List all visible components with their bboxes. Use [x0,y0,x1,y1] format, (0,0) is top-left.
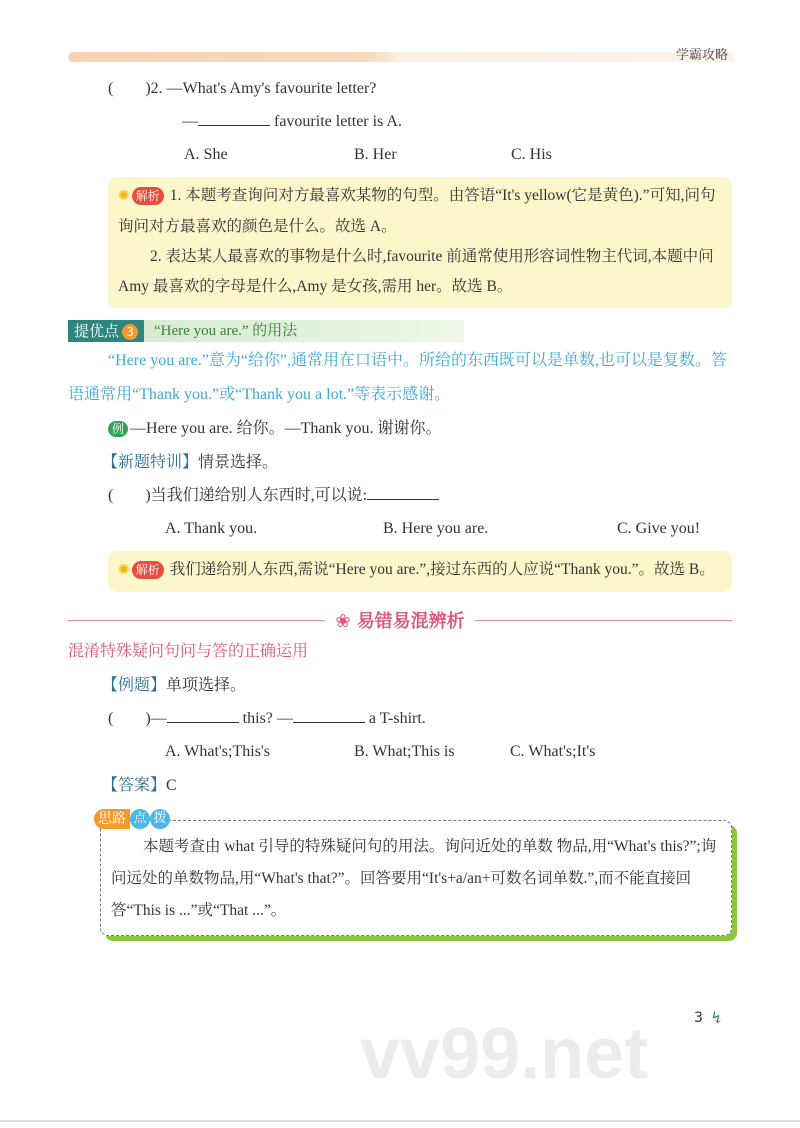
section-title [325,607,474,633]
training-options [68,512,732,545]
tip-title: “Here you are.” 的用法 [144,320,464,342]
option-c: C. Give you! [617,520,701,537]
tip-label [68,320,144,342]
answer-value: C [166,777,177,794]
option-c: C. His [511,146,552,163]
answer-blank [167,721,239,723]
divider-left [68,620,325,621]
answer-paren: ( ) [108,487,151,504]
analysis-paragraph-1 [118,181,722,242]
question-stem: 2. —What's Amy's favourite letter? [150,80,377,97]
answer-blank [198,124,270,126]
analysis-badge: 解析 [132,561,164,579]
option-a: A. Thank you. [165,520,258,537]
training-text: 情景选择。 [198,454,279,471]
reply-text: favourite letter is A. [270,113,402,130]
section-title-text: 易错易混辨析 [356,611,465,632]
option-b: B. Here you are. [383,520,489,537]
lightbulb-icon: ✺ [118,189,130,204]
question-2 [68,72,732,105]
page-number: 3 [694,1010,703,1026]
answer-paren: ( ) [108,710,151,727]
dash: — [182,113,198,130]
question-text: 当我们递给别人东西时,可以说: [150,487,368,504]
hint-badge [94,809,170,829]
training-question [68,479,732,512]
header-bar [68,52,733,62]
question-2-reply [68,105,732,138]
question-text: a T-shirt. [364,710,426,727]
example-heading [68,668,732,702]
analysis-text: 我们递给别人东西,需说“Here you are.”,接过东西的人应说“Thank you.”。故选 B。 [169,561,715,578]
tip-body: “Here you are.”意为“给你”,通常用在口语中。所给的东西既可以是单数,也可以是复数。答语通常用“Thank you.”或“Thank you a lot.”等表示感谢。 [68,352,728,403]
option-b: B. Her [354,146,397,163]
tip-number: 3 [122,324,138,340]
analysis-box-1 [108,177,732,308]
tip-heading [68,320,732,342]
binoculars-icon: ❀ [335,611,357,632]
content-column [68,72,732,936]
answer-paren: ( ) [108,80,151,97]
divider-right [475,620,732,621]
example-options [68,735,732,768]
analysis-text: 1. 本题考查询问对方最喜欢某物的句型。由答语“It's yellow(它是黄色).”可知,问句询问对方最喜欢的颜色是什么。故选 A。 [118,187,716,235]
question-text: this? — [238,710,293,727]
option-b: B. What;This is [354,743,455,760]
page-bottom-edge [0,1120,800,1122]
answer-label: 【答案】 [102,775,167,794]
hint-section [98,811,732,936]
section-subtitle: 混淆特殊疑问句问与答的正确运用 [68,641,309,660]
dolphin-icon: ↯ [710,1010,724,1027]
hint-box [100,820,732,936]
watermark: vv99.net [360,1014,649,1094]
hint-badge-label: 思路 [94,809,130,829]
analysis-badge: 解析 [132,187,164,205]
hint-badge-circle: 拨 [150,809,170,829]
header-title: 学霸攻略 [675,48,728,63]
example-label: 【例题】 [102,675,167,694]
hint-badge-circle: 点 [130,809,150,829]
example-badge: 例 [108,421,128,437]
option-a: A. She [184,146,228,163]
option-a: A. What's;This's [165,743,271,760]
example-text: —Here you are. 给你。—Thank you. 谢谢你。 [130,420,442,437]
training-label: 【新题特训】 [102,452,199,471]
analysis-paragraph [118,555,722,586]
training-heading [68,445,732,479]
lightbulb-icon: ✺ [118,563,130,578]
section-divider [68,606,732,634]
tip-example [68,412,732,445]
answer-line [68,768,732,802]
tip-label-text: 提优点 [74,322,120,340]
example-text: 单项选择。 [166,677,247,694]
answer-blank [367,498,439,500]
question-2-options [68,138,732,171]
analysis-paragraph-2: 2. 表达某人最喜欢的事物是什么时,favourite 前通常使用形容词性物主代词,本题中问 Amy 最喜欢的字母是什么,Amy 是女孩,需用 her。故选 B。 [118,248,714,295]
analysis-box-2 [108,551,732,592]
dash: — [150,710,167,727]
example-question [68,702,732,735]
option-c: C. What's;It's [510,743,596,760]
hint-text: 本题考查由 what 引导的特殊疑问句的用法。询问近处的单数 物品,用“What's this?”;询问远处的单数物品,用“What's that?”。回答要用“It's+a/an+可数名词单数.”,而不能直接回答“This is ...”或“That ...”。 [111,838,717,919]
answer-blank [293,721,365,723]
